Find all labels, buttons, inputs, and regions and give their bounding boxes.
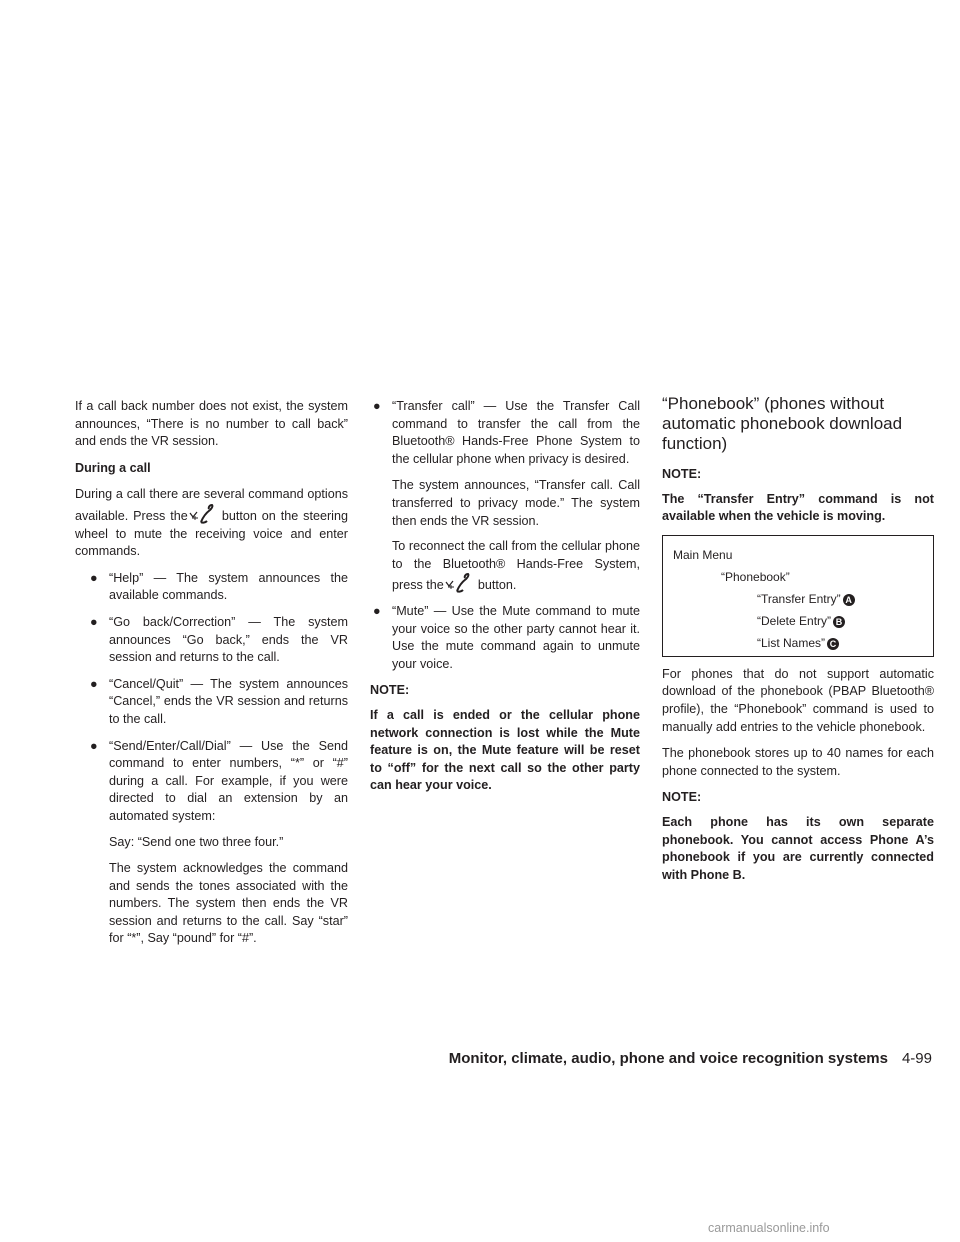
list-item: ● “Cancel/Quit” — The system announces “Cancel,” ends the VR session and returns to the call. bbox=[90, 676, 348, 726]
chapter-title: Monitor, climate, audio, phone and voice recognition systems bbox=[448, 1050, 888, 1067]
transfer-announce: The system announces, “Transfer call. Call transferred to privacy mode.” The system then ends the VR session. bbox=[392, 478, 640, 528]
list-item: ● “Go back/Correction” — The system announces “Go back,” ends the VR session and returns to the call. bbox=[90, 614, 348, 665]
bullet-icon: ● bbox=[90, 570, 98, 585]
section-title: “Phonebook” (phones without automatic phonebook download function) bbox=[662, 394, 903, 453]
note-text: If a call is ended or the cellular phone network connection is lost while the Mute feature is on, the Mute feature will be reset to “off” for the next call so the other party can hear your voice. bbox=[370, 707, 640, 793]
menu-main: Main Menu bbox=[673, 547, 733, 562]
note-label: NOTE: bbox=[662, 790, 702, 805]
bullet-icon: ● bbox=[90, 614, 98, 629]
bullet-icon: ● bbox=[90, 738, 98, 753]
reconnect-paragraph: To reconnect the call from the cellular phone to the Bluetooth® Hands-Free System, press the button. bbox=[392, 539, 640, 593]
circled-letter-icon: C bbox=[827, 638, 839, 650]
watermark: carmanualsonline.info bbox=[708, 1221, 830, 1235]
circled-letter-icon: A bbox=[843, 594, 855, 606]
phonebook-paragraph-2: The phonebook stores up to 40 names for each phone connected to the system. bbox=[662, 746, 934, 778]
menu-item-list-names: “List Names” C bbox=[673, 632, 933, 654]
menu-phonebook: “Phonebook” bbox=[721, 569, 790, 584]
phone-talk-icon bbox=[444, 573, 478, 593]
list-item: ● “Mute” — Use the Mute command to mute your voice so the other party cannot hear it. Use the mute command again to unmute your voice. bbox=[373, 603, 640, 671]
intro-paragraph: If a call back number does not exist, the system announces, “There is no number to call back” and ends the VR session. bbox=[75, 399, 348, 449]
menu-item-transfer-entry: “Transfer Entry” A bbox=[673, 588, 933, 610]
list-item: ● “Transfer call” — Use the Transfer Call command to transfer the call from the Bluetooth® Hands-Free Phone System to the cellular phone when privacy is desired. bbox=[373, 399, 640, 466]
note-label: NOTE: bbox=[662, 467, 702, 481]
note-text: The “Transfer Entry” command is not available when the vehicle is moving. bbox=[662, 491, 934, 524]
bullet-icon: ● bbox=[373, 399, 381, 413]
during-call-heading: During a call bbox=[75, 460, 151, 475]
list-item: ● “Send/Enter/Call/Dial” — Use the Send command to enter numbers, “*” or “#” during a call. For example, if you were directed to dial an extension by an automated system: bbox=[90, 738, 348, 823]
during-call-paragraph: During a call there are several command options available. Press the button on the steering wheel to mute the receiving voice and enter commands. bbox=[75, 487, 348, 559]
list-item: ● “Help” — The system announces the available commands. bbox=[90, 570, 348, 603]
bullet-icon: ● bbox=[90, 676, 98, 691]
command-list bbox=[75, 570, 348, 826]
acknowledge-paragraph: The system acknowledges the command and sends the tones associated with the numbers. The system then ends the VR session and returns to the call. Say “star” for “*”, Say “pound” for “#”. bbox=[109, 861, 348, 946]
column-middle bbox=[370, 398, 640, 804]
mute-list bbox=[370, 603, 640, 673]
circled-letter-icon: B bbox=[833, 616, 845, 628]
note-label: NOTE: bbox=[370, 683, 410, 698]
bullet-icon: ● bbox=[373, 603, 381, 618]
phone-talk-icon bbox=[188, 504, 222, 524]
command-list-continued bbox=[370, 398, 640, 468]
note-text: Each phone has its own separate phonebook. You cannot access Phone A’s phonebook if you are currently connected with Phone B. bbox=[662, 814, 934, 882]
page-footer bbox=[449, 1050, 932, 1067]
menu-tree-box bbox=[662, 535, 934, 657]
column-left bbox=[75, 398, 348, 956]
phonebook-paragraph-1: For phones that do not support automatic download of the phonebook (PBAP Bluetooth® profile), the “Phonebook” command is used to manually add entries to the vehicle phonebook. bbox=[662, 666, 934, 734]
column-right bbox=[662, 394, 934, 893]
say-example: Say: “Send one two three four.” bbox=[109, 835, 284, 850]
page-number: 4-99 bbox=[901, 1050, 932, 1067]
menu-item-delete-entry: “Delete Entry” B bbox=[673, 610, 933, 632]
